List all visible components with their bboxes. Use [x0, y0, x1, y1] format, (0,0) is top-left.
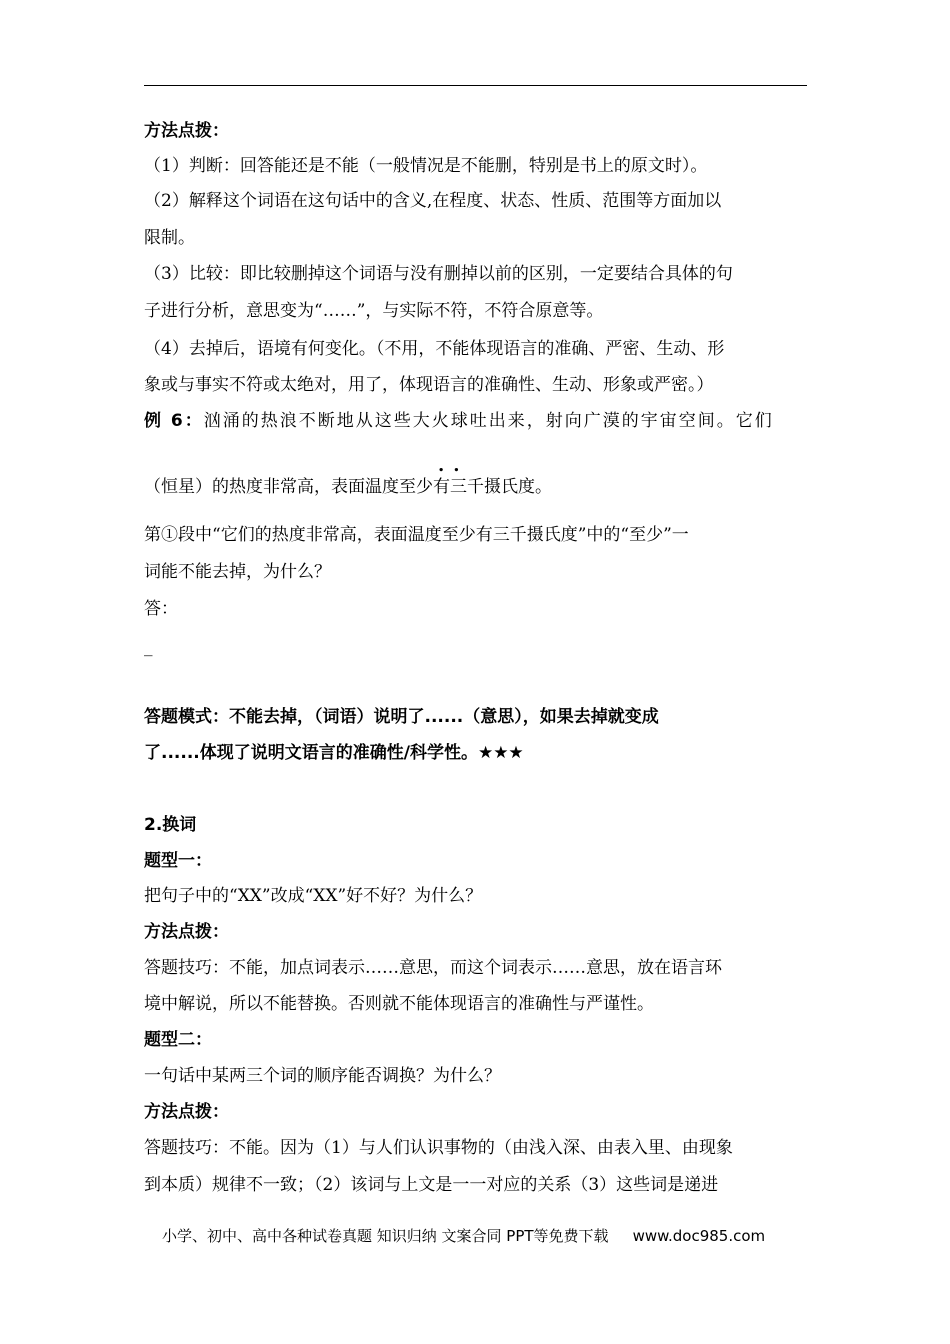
example-text-1: 汹涌的热浪不断地从这些大火球吐出来，射向广漠的宇宙空间。它们: [203, 411, 774, 431]
section-2-title: 2.换词: [144, 815, 197, 835]
method-3-line-2: 到本质）规律不一致；（2）该词与上文是一一对应的关系（3）这些词是递进: [144, 1175, 719, 1195]
method-2-line-2: 境中解说，所以不能替换。否则就不能体现语言的准确性与严谨性。: [144, 994, 654, 1014]
type-2-question: 一句话中某两三个词的顺序能否调换？为什么？: [144, 1066, 501, 1086]
point-3: （3）比较：即比较删掉这个词语与没有删掉以前的区别，一定要结合具体的句: [144, 264, 733, 284]
footer-site-link[interactable]: www.doc985.com: [632, 1227, 766, 1245]
question-line-1: 第①段中“它们的热度非常高，表面温度至少有三千摄氏度”中的“至少”一: [144, 525, 689, 545]
page-footer: [162, 1226, 765, 1246]
answer-blank: _: [144, 637, 153, 657]
header-rule: [144, 85, 807, 86]
answer-mode-line-2: 了......体现了说明文语言的准确性/科学性。★★★: [144, 743, 524, 763]
method-heading-1: 方法点拨：: [144, 121, 229, 141]
method-2-line-1: 答题技巧：不能，加点词表示……意思，而这个词表示……意思，放在语言环: [144, 958, 722, 978]
method-heading-2: 方法点拨：: [144, 922, 229, 942]
point-1: （1）判断：回答能还是不能（一般情况是不能删，特别是书上的原文时）。: [144, 156, 708, 176]
method-heading-3: 方法点拨：: [144, 1102, 229, 1122]
footer-text: 小学、初中、高中各种试卷真题 知识归纳 文案合同 PPT等免费下载: [162, 1227, 609, 1245]
emphasis-dots: ..: [438, 455, 469, 476]
example-label: 例 6：: [144, 411, 204, 431]
point-4: （4）去掉后，语境有何变化。（不用，不能体现语言的准确、严密、生动、形: [144, 339, 725, 359]
point-2-cont: 限制。: [144, 228, 195, 248]
example-line-2: （恒星）的热度非常高，表面温度至少有三千摄氏度。: [144, 477, 552, 497]
method-3-line-1: 答题技巧：不能。因为（1）与人们认识事物的（由浅入深、由表入里、由现象: [144, 1138, 733, 1158]
point-3-cont: 子进行分析，意思变为“……”，与实际不符，不符合原意等。: [144, 301, 604, 321]
point-2: （2）解释这个词语在这句话中的含义,在程度、状态、性质、范围等方面加以: [144, 191, 722, 211]
type-1-heading: 题型一：: [144, 851, 212, 871]
point-4-cont: 象或与事实不符或太绝对，用了，体现语言的准确性、生动、形象或严密。）: [144, 375, 714, 395]
type-1-question: 把句子中的“XX”改成“XX”好不好？为什么？: [144, 886, 483, 906]
example-line-1: [144, 410, 774, 432]
answer-mode-line-1: 答题模式：不能去掉，（词语）说明了......（意思），如果去掉就变成: [144, 707, 659, 727]
answer-label: 答：: [144, 599, 178, 619]
type-2-heading: 题型二：: [144, 1030, 212, 1050]
question-line-2: 词能不能去掉，为什么？: [144, 562, 331, 582]
